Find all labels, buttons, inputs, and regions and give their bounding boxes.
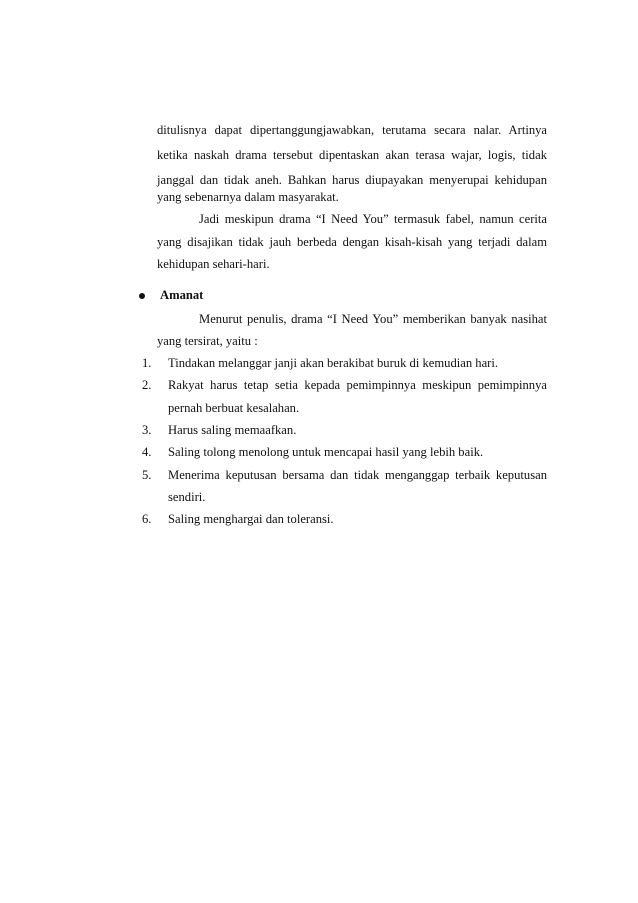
- list-number: 3.: [142, 423, 152, 437]
- paragraph-line: yang tersirat, yaitu :: [157, 334, 258, 348]
- list-item-text: Menerima keputusan bersama dan tidak menganggap terbaik keputusan: [168, 468, 547, 482]
- list-item-text: Saling tolong menolong untuk mencapai hasil yang lebih baik.: [168, 445, 484, 459]
- list-number: 1.: [142, 356, 152, 370]
- list-number: 4.: [142, 445, 152, 459]
- paragraph-line: Jadi meskipun drama “I Need You” termasuk fabel, namun cerita: [199, 212, 547, 226]
- list-item-text: sendiri.: [168, 490, 206, 504]
- list-item-text: pernah berbuat kesalahan.: [168, 401, 300, 415]
- bullet-icon: [139, 293, 145, 299]
- list-number: 6.: [142, 512, 152, 526]
- section-heading: Amanat: [160, 288, 204, 302]
- list-item-text: Rakyat harus tetap setia kepada pemimpinnya meskipun pemimpinnya: [168, 378, 547, 392]
- paragraph-line: ketika naskah drama tersebut dipentaskan akan terasa wajar, logis, tidak: [157, 148, 547, 162]
- paragraph-line: Menurut penulis, drama “I Need You” memberikan banyak nasihat: [199, 312, 547, 326]
- paragraph-line: ditulisnya dapat dipertanggungjawabkan, terutama secara nalar. Artinya: [157, 123, 547, 137]
- paragraph-line: yang disajikan tidak jauh berbeda dengan kisah-kisah yang terjadi dalam: [157, 235, 547, 249]
- list-item-text: Harus saling memaafkan.: [168, 423, 297, 437]
- list-number: 2.: [142, 378, 152, 392]
- paragraph-line: yang sebenarnya dalam masyarakat.: [157, 190, 339, 204]
- list-number: 5.: [142, 468, 152, 482]
- list-item-text: Tindakan melanggar janji akan berakibat buruk di kemudian hari.: [168, 356, 499, 370]
- list-item-text: Saling menghargai dan toleransi.: [168, 512, 334, 526]
- paragraph-line: kehidupan sehari-hari.: [157, 257, 270, 271]
- paragraph-line: janggal dan tidak aneh. Bahkan harus diupayakan menyerupai kehidupan: [157, 173, 547, 187]
